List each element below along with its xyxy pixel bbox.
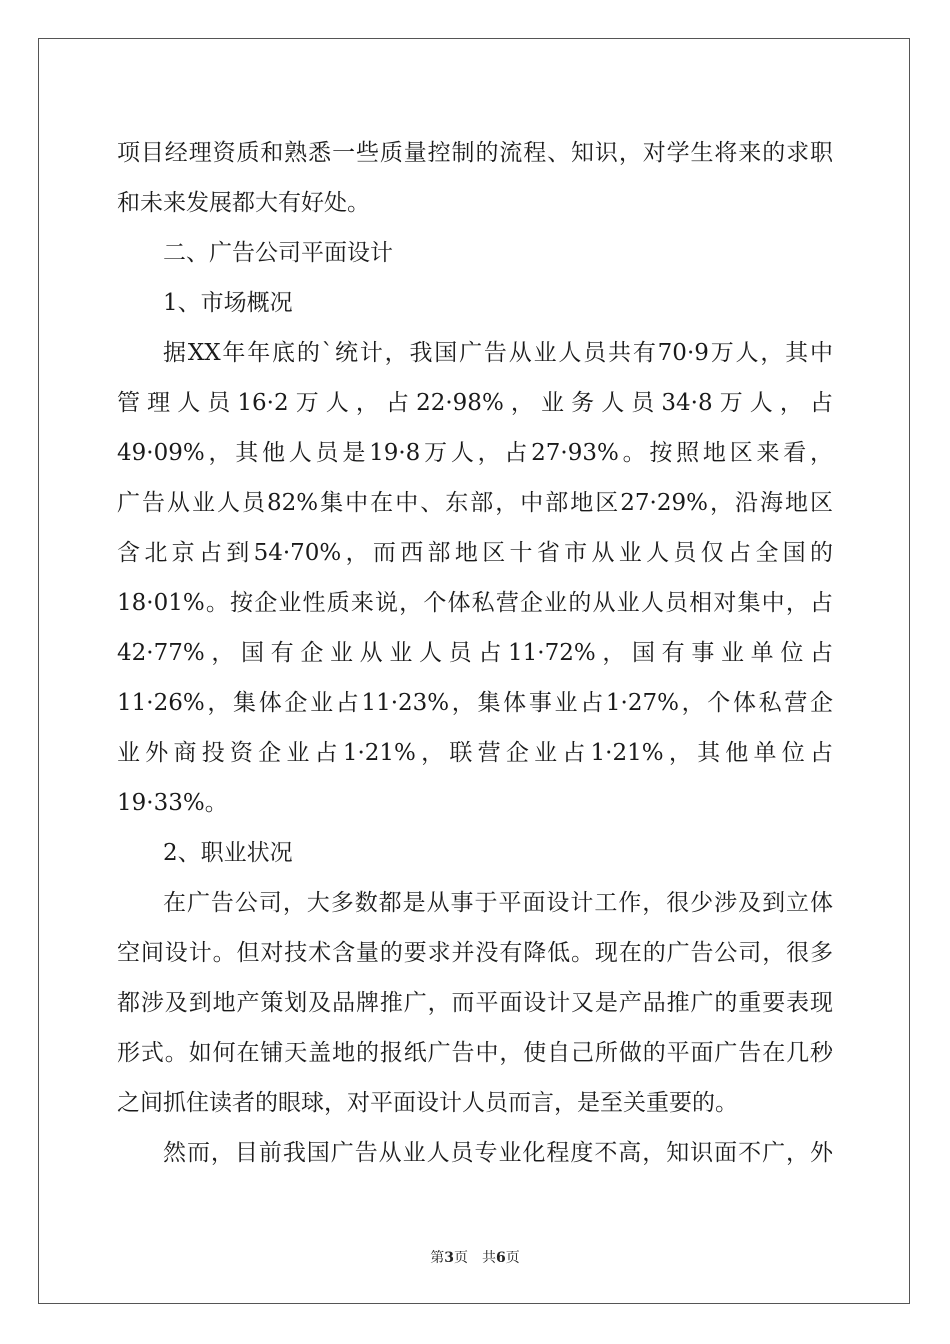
document-body (117, 128, 833, 1178)
text-line: 据XX年年底的`统计，我国广告从业人员共有70·9万人，其中 (163, 340, 833, 366)
text-line: 都涉及到地产策划及品牌推广，而平面设计又是产品推广的重要表现 (117, 990, 833, 1016)
text-line: 广告从业人员82%集中在中、东部，中部地区27·29%，沿海地区 (117, 490, 833, 516)
page-current: 3 (444, 1250, 454, 1266)
text-line: 和未来发展都大有好处。 (117, 190, 370, 216)
section-heading: 二、广告公司平面设计 (163, 240, 393, 266)
text-line: 之间抓住读者的眼球，对平面设计人员而言，是至关重要的。 (117, 1090, 738, 1116)
text-line: 11·26%，集体企业占11·23%，集体事业占1·27%，个体私营企 (117, 690, 833, 716)
text-line: 管理人员16·2万人，占22·98%，业务人员34·8万人，占 (117, 390, 833, 416)
text-line: 在广告公司，大多数都是从事于平面设计工作，很少涉及到立体 (163, 890, 833, 916)
text-line: 业外商投资企业占1·21%，联营企业占1·21%，其他单位占 (117, 740, 833, 766)
page-mid: 页 共 (454, 1250, 496, 1266)
page-total: 6 (496, 1250, 506, 1266)
text-line: 49·09%，其他人员是19·8万人，占27·93%。按照地区来看， (117, 440, 833, 466)
page-suffix: 页 (505, 1250, 520, 1266)
text-line: 然而，目前我国广告从业人员专业化程度不高，知识面不广，外 (163, 1140, 833, 1166)
subsection-heading: 2、职业状况 (163, 840, 293, 866)
subsection-heading: 1、市场概况 (163, 290, 293, 316)
text-line: 形式。如何在铺天盖地的报纸广告中，使自己所做的平面广告在几秒 (117, 1040, 833, 1066)
text-line: 18·01%。按企业性质来说，个体私营企业的从业人员相对集中，占 (117, 590, 833, 616)
page-footer (0, 1247, 950, 1267)
text-line: 项目经理资质和熟悉一些质量控制的流程、知识，对学生将来的求职 (117, 140, 833, 166)
text-line: 含北京占到54·70%，而西部地区十省市从业人员仅占全国的 (117, 540, 833, 566)
text-line: 空间设计。但对技术含量的要求并没有降低。现在的广告公司，很多 (117, 940, 833, 966)
page-prefix: 第 (430, 1250, 445, 1266)
text-line: 19·33%。 (117, 790, 228, 816)
text-line: 42·77%，国有企业从业人员占11·72%，国有事业单位占 (117, 640, 833, 666)
